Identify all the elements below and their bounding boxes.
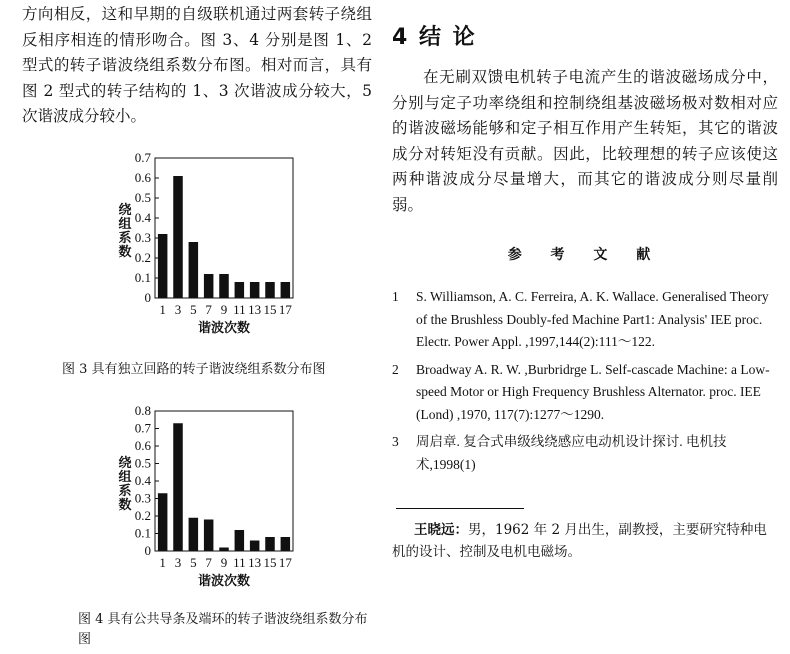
y-tick-label: 0.3 xyxy=(134,490,151,506)
bar xyxy=(204,274,214,298)
y-axis-label-char: 系 xyxy=(118,230,132,245)
y-tick-label: 0.2 xyxy=(134,250,151,265)
bar xyxy=(281,537,291,551)
bar xyxy=(250,541,260,552)
x-tick-label: 1 xyxy=(159,555,166,570)
bar xyxy=(281,282,291,298)
x-tick-label: 9 xyxy=(220,302,228,317)
y-tick-label: 0.5 xyxy=(134,455,151,471)
references-heading: 参 考 文 献 xyxy=(507,247,663,263)
x-tick-label: 7 xyxy=(205,555,212,570)
y-tick-label: 0.4 xyxy=(134,210,151,225)
x-tick-label: 1 xyxy=(159,302,166,317)
y-tick-label: 0.4 xyxy=(134,473,151,488)
reference-item xyxy=(392,431,778,476)
bar xyxy=(219,548,229,552)
reference-item xyxy=(392,286,778,354)
x-tick-label: 9 xyxy=(220,555,228,570)
x-tick-label: 11 xyxy=(233,302,246,317)
left-paragraph: 方向相反，这和早期的自级联机通过两套转子绕组反相序相连的情形吻合。图 3、4 分别是图 1、2 型式的转子谐波绕组系数分布图。相对而言，具有图 2 型式的转子结构的 1、3 次谐波成分较大，5 次谐波成分较小。 xyxy=(22,5,372,125)
bar xyxy=(235,282,245,298)
x-tick-label: 15 xyxy=(263,302,277,317)
reference-text: 周启章. 复合式串级线绕感应电动机设计探讨. 电机技术,1998(1) xyxy=(416,434,727,472)
bar xyxy=(189,518,199,551)
y-tick-label: 0.7 xyxy=(134,152,151,165)
bar xyxy=(219,274,229,298)
y-tick-label: 0 xyxy=(144,290,151,305)
reference-text: Broadway A. R. W. ,Burbridrge L. Self-cascade Machine: a Low-speed Motor or High Frequency Brushless Alternator. proc. IEE (Lond) ,1970, 117(7):1277～1290. xyxy=(416,361,770,422)
section-number: 4 xyxy=(392,25,410,50)
bar xyxy=(173,423,183,551)
y-tick-label: 0.1 xyxy=(134,525,151,541)
bar xyxy=(265,282,275,298)
bar xyxy=(173,176,183,298)
bar xyxy=(250,282,260,298)
figure-3-caption: 图 3 具有独立回路的转子谐波绕组系数分布图 xyxy=(62,362,326,377)
y-tick-label: 0.1 xyxy=(134,270,151,285)
figure-4-caption: 图 4 具有公共导条及端环的转子谐波绕组系数分布图 xyxy=(78,612,368,647)
conclusion-paragraph: 在无刷双馈电机转子电流产生的谐波磁场成分中，分别与定子功率绕组和控制绕组基波磁场极对数相对应的谐波磁场能够和定子相互作用产生转矩，其它的谐波成分对转矩没有贡献。因此，比较理想的转子应该使这两种谐波成分尽量增大，而其它的谐波成分则尽量削弱。 xyxy=(392,68,778,214)
y-axis-label-char: 绕 xyxy=(118,455,132,470)
reference-item xyxy=(392,359,778,427)
y-axis-label-char: 组 xyxy=(118,216,132,231)
footnote-rule xyxy=(396,508,524,509)
y-axis-label-char: 组 xyxy=(118,469,132,484)
x-tick-label: 13 xyxy=(248,302,262,317)
x-tick-label: 13 xyxy=(248,555,262,570)
y-axis-label-char: 数 xyxy=(118,244,132,259)
x-axis-label: 谐波次数 xyxy=(197,573,251,588)
x-tick-label: 5 xyxy=(190,555,197,570)
y-tick-label: 0.6 xyxy=(134,170,151,185)
y-tick-label: 0.7 xyxy=(134,420,151,436)
y-axis-label-char: 系 xyxy=(118,483,132,498)
reference-number: 1 xyxy=(392,289,399,304)
section-title: 结 论 xyxy=(418,25,477,50)
y-tick-label: 0.6 xyxy=(134,438,151,453)
x-tick-label: 5 xyxy=(190,302,197,317)
reference-number: 2 xyxy=(392,361,399,377)
x-tick-label: 7 xyxy=(205,302,212,317)
bar xyxy=(158,234,168,298)
figure-4-chart xyxy=(95,405,355,590)
y-tick-label: 0.2 xyxy=(134,508,151,523)
bar xyxy=(235,530,245,551)
y-tick-label: 0.3 xyxy=(134,230,151,245)
figure-3-chart xyxy=(95,152,355,337)
x-tick-label: 3 xyxy=(174,302,182,317)
x-tick-label: 17 xyxy=(278,302,292,317)
y-axis-label-char: 绕 xyxy=(118,202,132,217)
right-column xyxy=(392,20,778,563)
y-tick-label: 0 xyxy=(144,543,151,558)
section-heading xyxy=(392,20,778,51)
author-bio xyxy=(392,519,778,563)
x-tick-label: 15 xyxy=(263,555,277,570)
left-column xyxy=(22,2,372,130)
x-tick-label: 11 xyxy=(233,555,246,570)
bar xyxy=(204,520,214,552)
reference-number: 3 xyxy=(392,434,399,449)
reference-text: S. Williamson, A. C. Ferreira, A. K. Wallace. Generalised Theory of the Brushless Doubly-fed Machine Part1: Analysis' IEE proc. Electr. Power Appl. ,1997,144(2):111～122. xyxy=(416,289,769,349)
bar xyxy=(265,537,275,551)
bar xyxy=(189,242,199,298)
x-tick-label: 3 xyxy=(174,555,182,570)
x-tick-label: 17 xyxy=(278,555,292,570)
reference-list xyxy=(392,286,778,476)
author-name: 王晓远： xyxy=(414,522,468,538)
bar xyxy=(158,493,168,551)
y-tick-label: 0.8 xyxy=(134,405,151,418)
y-axis-label-char: 数 xyxy=(118,497,132,512)
x-axis-label: 谐波次数 xyxy=(197,320,251,335)
author-description: 男，1962 年 2 月出生，副教授，主要研究特种电机的设计、控制及电机电磁场。 xyxy=(392,522,767,560)
y-tick-label: 0.5 xyxy=(134,190,151,205)
